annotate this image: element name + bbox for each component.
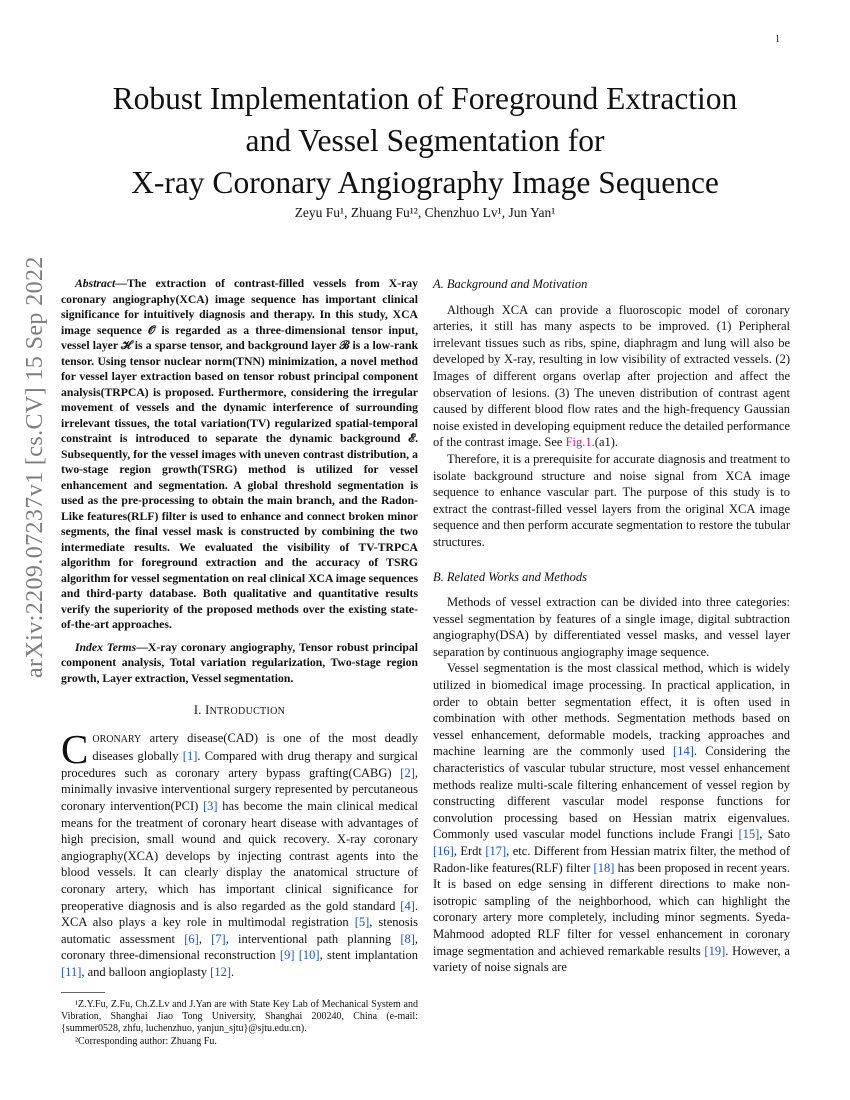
citation-link[interactable]: [10] (298, 948, 320, 963)
citation-link[interactable]: [1] (182, 749, 198, 764)
right-column (433, 276, 790, 976)
citation-link[interactable]: [7] (211, 931, 226, 946)
paper-title (40, 78, 810, 204)
figure-link[interactable]: Fig.1. (565, 435, 595, 450)
citation-link[interactable]: [3] (203, 798, 218, 813)
title-line: and Vessel Segmentation for (245, 123, 605, 158)
citation-link[interactable]: [16] (433, 844, 454, 858)
page-number: 1 (775, 34, 780, 45)
abstract-label: Abstract (75, 277, 116, 290)
citation-link[interactable]: [2] (400, 765, 415, 780)
title-line: X-ray Coronary Angiography Image Sequence (131, 165, 719, 200)
arxiv-stamp-text: arXiv:2209.07237v1 [cs.CV] 15 Sep 2022 (22, 256, 48, 678)
background-paragraph: Although XCA can provide a fluoroscopic model of coronary arteries, it still has many aspects to be improved. (1) Peripheral irrelevant tissues such as ribs, spine, diaphragm and lung will also be developed by X-ray, resulting in low visibility of extracted vessels. (2) Images of different organs overlap after projection and affect the observation of lesions. (3) The uneven distribution of contrast agent caused by different blood flow rates and the high-frequency Gaussian noise existed in developing equipment reduce the detailed performance of the contrast image. See Fig.1.(a1). (433, 302, 790, 450)
footnote-rule (61, 992, 105, 993)
lead-caps: ORONARY (92, 733, 142, 745)
background-paragraph: Therefore, it is a prerequisite for accurate diagnosis and treatment to isolate background structure and noise signal from XCA image sequence to enhance vascular part. The purpose of this study is to extract the contrast-filled vessel layers from the original XCA image sequence and then perform accurate segmentation to restore the tubular structures. (433, 451, 790, 549)
citation-link[interactable]: [5] (354, 915, 370, 930)
related-paragraph: Vessel segmentation is the most classical method, which is widely utilized in biomedical image processing. In practical application, in order to obtain better segmentation effect, it is often used in combination with other methods. Segmentation methods based on vessel enhancement, deformable models, tracking approaches and machine learning are the commonly used [14]. Considering the characteristics of vascular tubular structure, most vessel enhancement methods realize multi-scale filtering enhancement of vessel region by constructing different vascular model response functions for convolution processing based on Hessian matrix eigenvalues. Commonly used vascular model functions include Frangi [15], Sato [16], Erdt [17], etc. Different from Hessian matrix filter, the method of Radon-like features(RLF) filter [18] has been proposed in recent years. It is based on edge sensing in different directions to make non-isotropic sampling of the neighborhood, which can highlight the coronary artery more completely, including minor segments. Syeda-Mahmood adopted RLF filter for vessel enhancement in coronary image segmentation and achieved remarkable results [19]. However, a variety of noise signals are (433, 661, 790, 975)
index-terms (61, 640, 418, 687)
citation-link[interactable]: [12] (210, 964, 231, 979)
author-list: Zeyu Fu¹, Zhuang Fu¹², Chenzhuo Lv¹, Jun Yan¹ (294, 205, 556, 220)
drop-cap: C (61, 725, 89, 772)
subsection-heading-background: A. Background and Motivation (433, 277, 588, 291)
abstract (61, 276, 418, 633)
citation-link[interactable]: [17] (485, 844, 507, 858)
citation-link[interactable]: [14] (673, 744, 694, 759)
index-terms-label: Index Terms (75, 640, 137, 654)
citation-link[interactable]: [4] (400, 898, 415, 913)
footnote-corresponding: ²Corresponding author: Zhuang Fu. (75, 1035, 217, 1047)
citation-link[interactable]: [15] (738, 827, 760, 842)
citation-link[interactable]: [8] (400, 931, 415, 946)
section-heading-introduction: I. INTRODUCTION (193, 703, 286, 717)
citation-link[interactable]: [6] (184, 931, 199, 946)
citation-link[interactable]: [9] (279, 948, 295, 963)
abstract-text: —The extraction of contrast-filled vessels from X-ray coronary angiography(XCA) image sequence has important clinical significance for intuitively diagnosis and therapy. In this study, XCA image sequence 𝒪 is regarded as a three-dimensional tensor input, vessel layer ℋ is a sparse tensor, and background layer ℬ is a low-rank tensor. Using tensor nuclear norm(TNN) minimization, a novel method for vessel layer extraction based on tensor robust principal component analysis(TRPCA) is proposed. Furthermore, considering the irregular movement of vessels and the dynamic interference of surrounding irrelevant tissues, the total variation(TV) regularized spatial-temporal constraint is introduced to separate the dynamic background ℰ. Subsequently, for the vessel images with uneven contrast distribution, a two-stage region growth(TSRG) method is utilized for vessel enhancement and segmentation. A global threshold segmentation is used as the pre-processing to obtain the main branch, and the Radon-Like features(RLF) filter is used to enhance and connect broken minor segments, the final vessel mask is constructed by combining the two intermediate results. We evaluated the visibility of TV-TRPCA algorithm for foreground extraction and the accuracy of TSRG algorithm for vessel segmentation on real clinical XCA image sequences and third-party database. Both qualitative and quantitative results verify the superiority of the proposed methods over the existing state-of-the-art approaches. (61, 277, 418, 631)
footnote-affiliation: ¹Z.Y.Fu, Z.Fu, Ch.Z.Lv and J.Yan are with State Key Lab of Mechanical System and Vibration, Shanghai Jiao Tong University, Shanghai 200240, China (e-mail: {summer0528, zhfu, luchenzhuo, yanjun_sjtu}@sjtu.edu.cn). (61, 998, 418, 1035)
citation-link[interactable]: [19] (704, 943, 726, 958)
index-terms-text: —X-ray coronary angiography, Tensor robust principal component analysis, Total variation regularization, Two-stage region growth, Layer extraction, Vessel segmentation. (61, 640, 418, 685)
citation-link[interactable]: [18] (593, 860, 615, 875)
related-paragraph: Methods of vessel extraction can be divided into three categories: vessel segmentation by features of a single image, digital subtraction angiography(DSA) by differentiated vessel masks, and vessel layer separation by continuous angiography image sequence. (433, 595, 790, 659)
subsection-heading-related: B. Related Works and Methods (433, 569, 588, 584)
introduction-paragraph: CORONARY artery disease(CAD) is one of the most deadly diseases globally [1]. Compared with drug therapy and surgical procedures such as coronary artery bypass grafting(CABG) [2], minimally invasive interventional surgery represented by percutaneous coronary intervention(PCI) [3] has become the main clinical medical means for the treatment of coronary heart disease with advantages of high precision, small wound and quick recovery. X-ray coronary angiography(XCA) develops by injecting contrast agents into the blood vessels. It can clearly display the anatomical structure of coronary artery, which has important clinical significance for preoperative diagnosis and is also regarded as the gold standard [4]. XCA also plays a key role in multimodal registration [5], stenosis automatic assessment [6], [7], interventional path planning [8], coronary three-dimensional reconstruction [9] [10], stent implantation [11], and balloon angioplasty [12]. (61, 725, 419, 979)
citation-link[interactable]: [11] (61, 964, 82, 979)
left-column (61, 276, 418, 1048)
title-line: Robust Implementation of Foreground Extraction (112, 81, 738, 116)
